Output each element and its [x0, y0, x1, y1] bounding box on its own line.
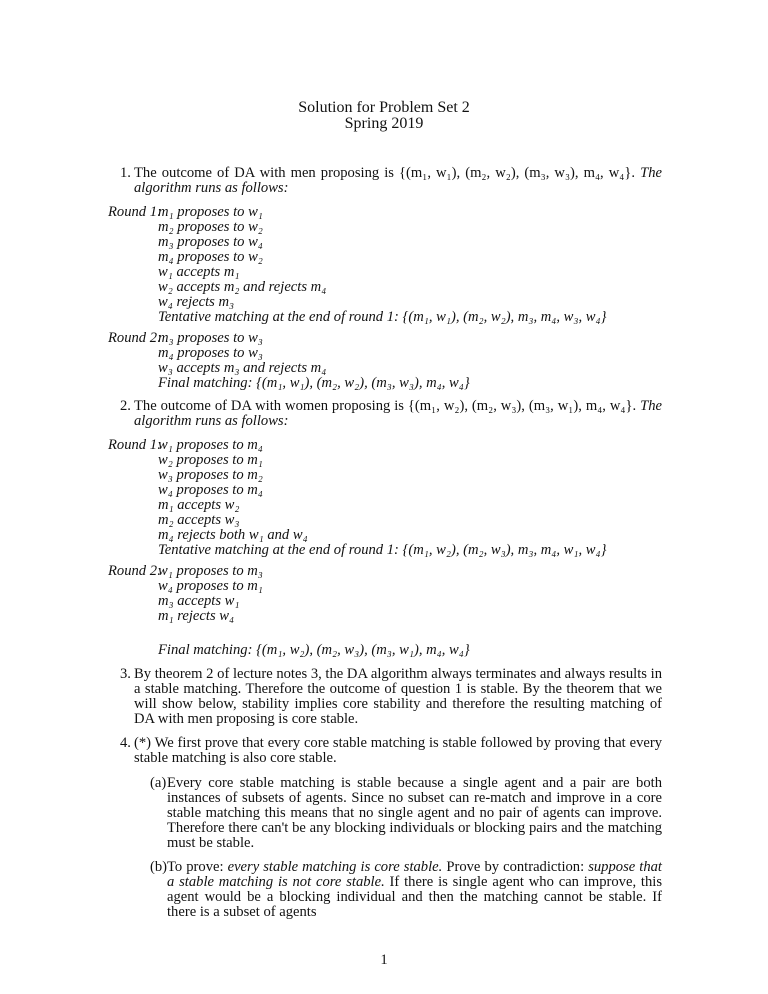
- algorithm-step: w₁ proposes to m₄: [158, 437, 263, 453]
- algorithm-step: m₄ proposes to w₂: [158, 249, 263, 265]
- item-number: 3.: [120, 666, 131, 682]
- q1-round-1: [108, 205, 768, 325]
- item-number: 2.: [120, 398, 131, 414]
- q2-final: [108, 643, 768, 658]
- q4-part-b: [150, 860, 662, 920]
- q2-text-italic: The algorithm runs as follows:: [134, 398, 663, 429]
- page-number: 1: [380, 952, 388, 968]
- algorithm-step: w₂ accepts m₂ and rejects m₄: [158, 279, 327, 295]
- algorithm-step: Tentative matching at the end of round 1: {(m₁, w₁), (m₂, w₂), m₃, m₄, w₃, w₄}: [158, 309, 607, 325]
- algorithm-step: m₂ accepts w₃: [158, 512, 240, 528]
- algorithm-step: m₁ proposes to w₁: [158, 204, 263, 220]
- q4b-assumption: suppose that a stable matching is not core stable.: [167, 859, 662, 890]
- algorithm-step: w₂ proposes to m₁: [158, 452, 263, 468]
- q1-text-italic: The algorithm runs as follows:: [134, 165, 662, 196]
- q4a-text: Every core stable matching is stable because a single agent and a pair are both instances of subsets of agents. Since no subset can re-match and improve in a core stable matching this means that no single agent and no pair of agents can improve. Therefore there can't be any blocking individuals or blocking pairs and the matching must be stable.: [167, 775, 662, 851]
- algorithm-step: w₁ proposes to m₃: [158, 563, 263, 579]
- q2-round-1: [108, 438, 768, 558]
- q4b-post: If there is single agent who can improve, this agent would be a blocking individual and then the matching cannot be stable. If there is a subset of agents: [167, 874, 663, 920]
- document-title: Solution for Problem Set 2: [298, 99, 470, 116]
- algorithm-step: Tentative matching at the end of round 1: {(m₁, w₂), (m₂, w₃), m₃, m₄, w₁, w₄}: [158, 542, 607, 558]
- item-number: 1.: [120, 165, 131, 181]
- q1-round-2: [108, 331, 768, 391]
- algorithm-step: m₃ accepts w₁: [158, 593, 240, 609]
- q4b-pre: To prove:: [167, 859, 228, 875]
- q2-text: The outcome of DA with women proposing is {(m₁, w₂), (m₂, w₃), (m₃, w₁), m₄, w₄}.: [134, 398, 637, 414]
- algorithm-step: w₄ rejects m₃: [158, 294, 235, 310]
- q4b-claim: every stable matching is core stable.: [227, 859, 443, 875]
- question-2: [120, 399, 662, 429]
- item-number: (b): [150, 859, 168, 875]
- algorithm-step: m₁ rejects w₄: [158, 608, 235, 624]
- algorithm-step: m₄ proposes to w₃: [158, 345, 263, 361]
- algorithm-step: w₄ proposes to m₁: [158, 578, 263, 594]
- algorithm-step: m₃ proposes to w₃: [158, 330, 263, 346]
- round-label: Round 1:: [108, 437, 162, 453]
- question-4: [120, 736, 662, 766]
- q1-text: The outcome of DA with men proposing is {(m₁, w₁), (m₂, w₂), (m₃, w₃), m₄, w₄}.: [134, 165, 636, 181]
- algorithm-step: m₁ accepts w₂: [158, 497, 240, 513]
- question-1: [120, 166, 662, 196]
- algorithm-step: w₁ accepts m₁: [158, 264, 240, 280]
- algorithm-step: m₂ proposes to w₂: [158, 219, 263, 235]
- round-label: Round 1:: [108, 204, 162, 220]
- round-label: Round 2:: [108, 563, 162, 579]
- q3-text: By theorem 2 of lecture notes 3, the DA algorithm always terminates and always results in a stable matching. Therefore the outcome of question 1 is stable. By the theorem that we will show below, stability implies core stability and therefore the resulting matching of DA with men proposing is core stable.: [134, 666, 662, 727]
- algorithm-step: Final matching: {(m₁, w₁), (m₂, w₂), (m₃, w₃), m₄, w₄}: [158, 375, 470, 391]
- algorithm-step: w₃ accepts m₃ and rejects m₄: [158, 360, 327, 376]
- q4b-mid: Prove by contradiction:: [442, 859, 589, 875]
- q4-part-a: [150, 776, 662, 851]
- document-subtitle: Spring 2019: [344, 115, 424, 132]
- item-number: (a): [150, 775, 167, 791]
- algorithm-step: m₄ rejects both w₁ and w₄: [158, 527, 308, 543]
- final-matching: Final matching: {(m₁, w₂), (m₂, w₃), (m₃, w₁), m₄, w₄}: [158, 642, 470, 658]
- question-3: [120, 667, 662, 727]
- q2-round-2: [108, 564, 768, 624]
- algorithm-step: m₃ proposes to w₄: [158, 234, 263, 250]
- algorithm-step: w₄ proposes to m₄: [158, 482, 263, 498]
- round-label: Round 2:: [108, 330, 162, 346]
- q4-text: (*) We first prove that every core stable matching is stable followed by proving that every stable matching is also core stable.: [134, 735, 662, 766]
- item-number: 4.: [120, 735, 131, 751]
- algorithm-step: w₃ proposes to m₂: [158, 467, 263, 483]
